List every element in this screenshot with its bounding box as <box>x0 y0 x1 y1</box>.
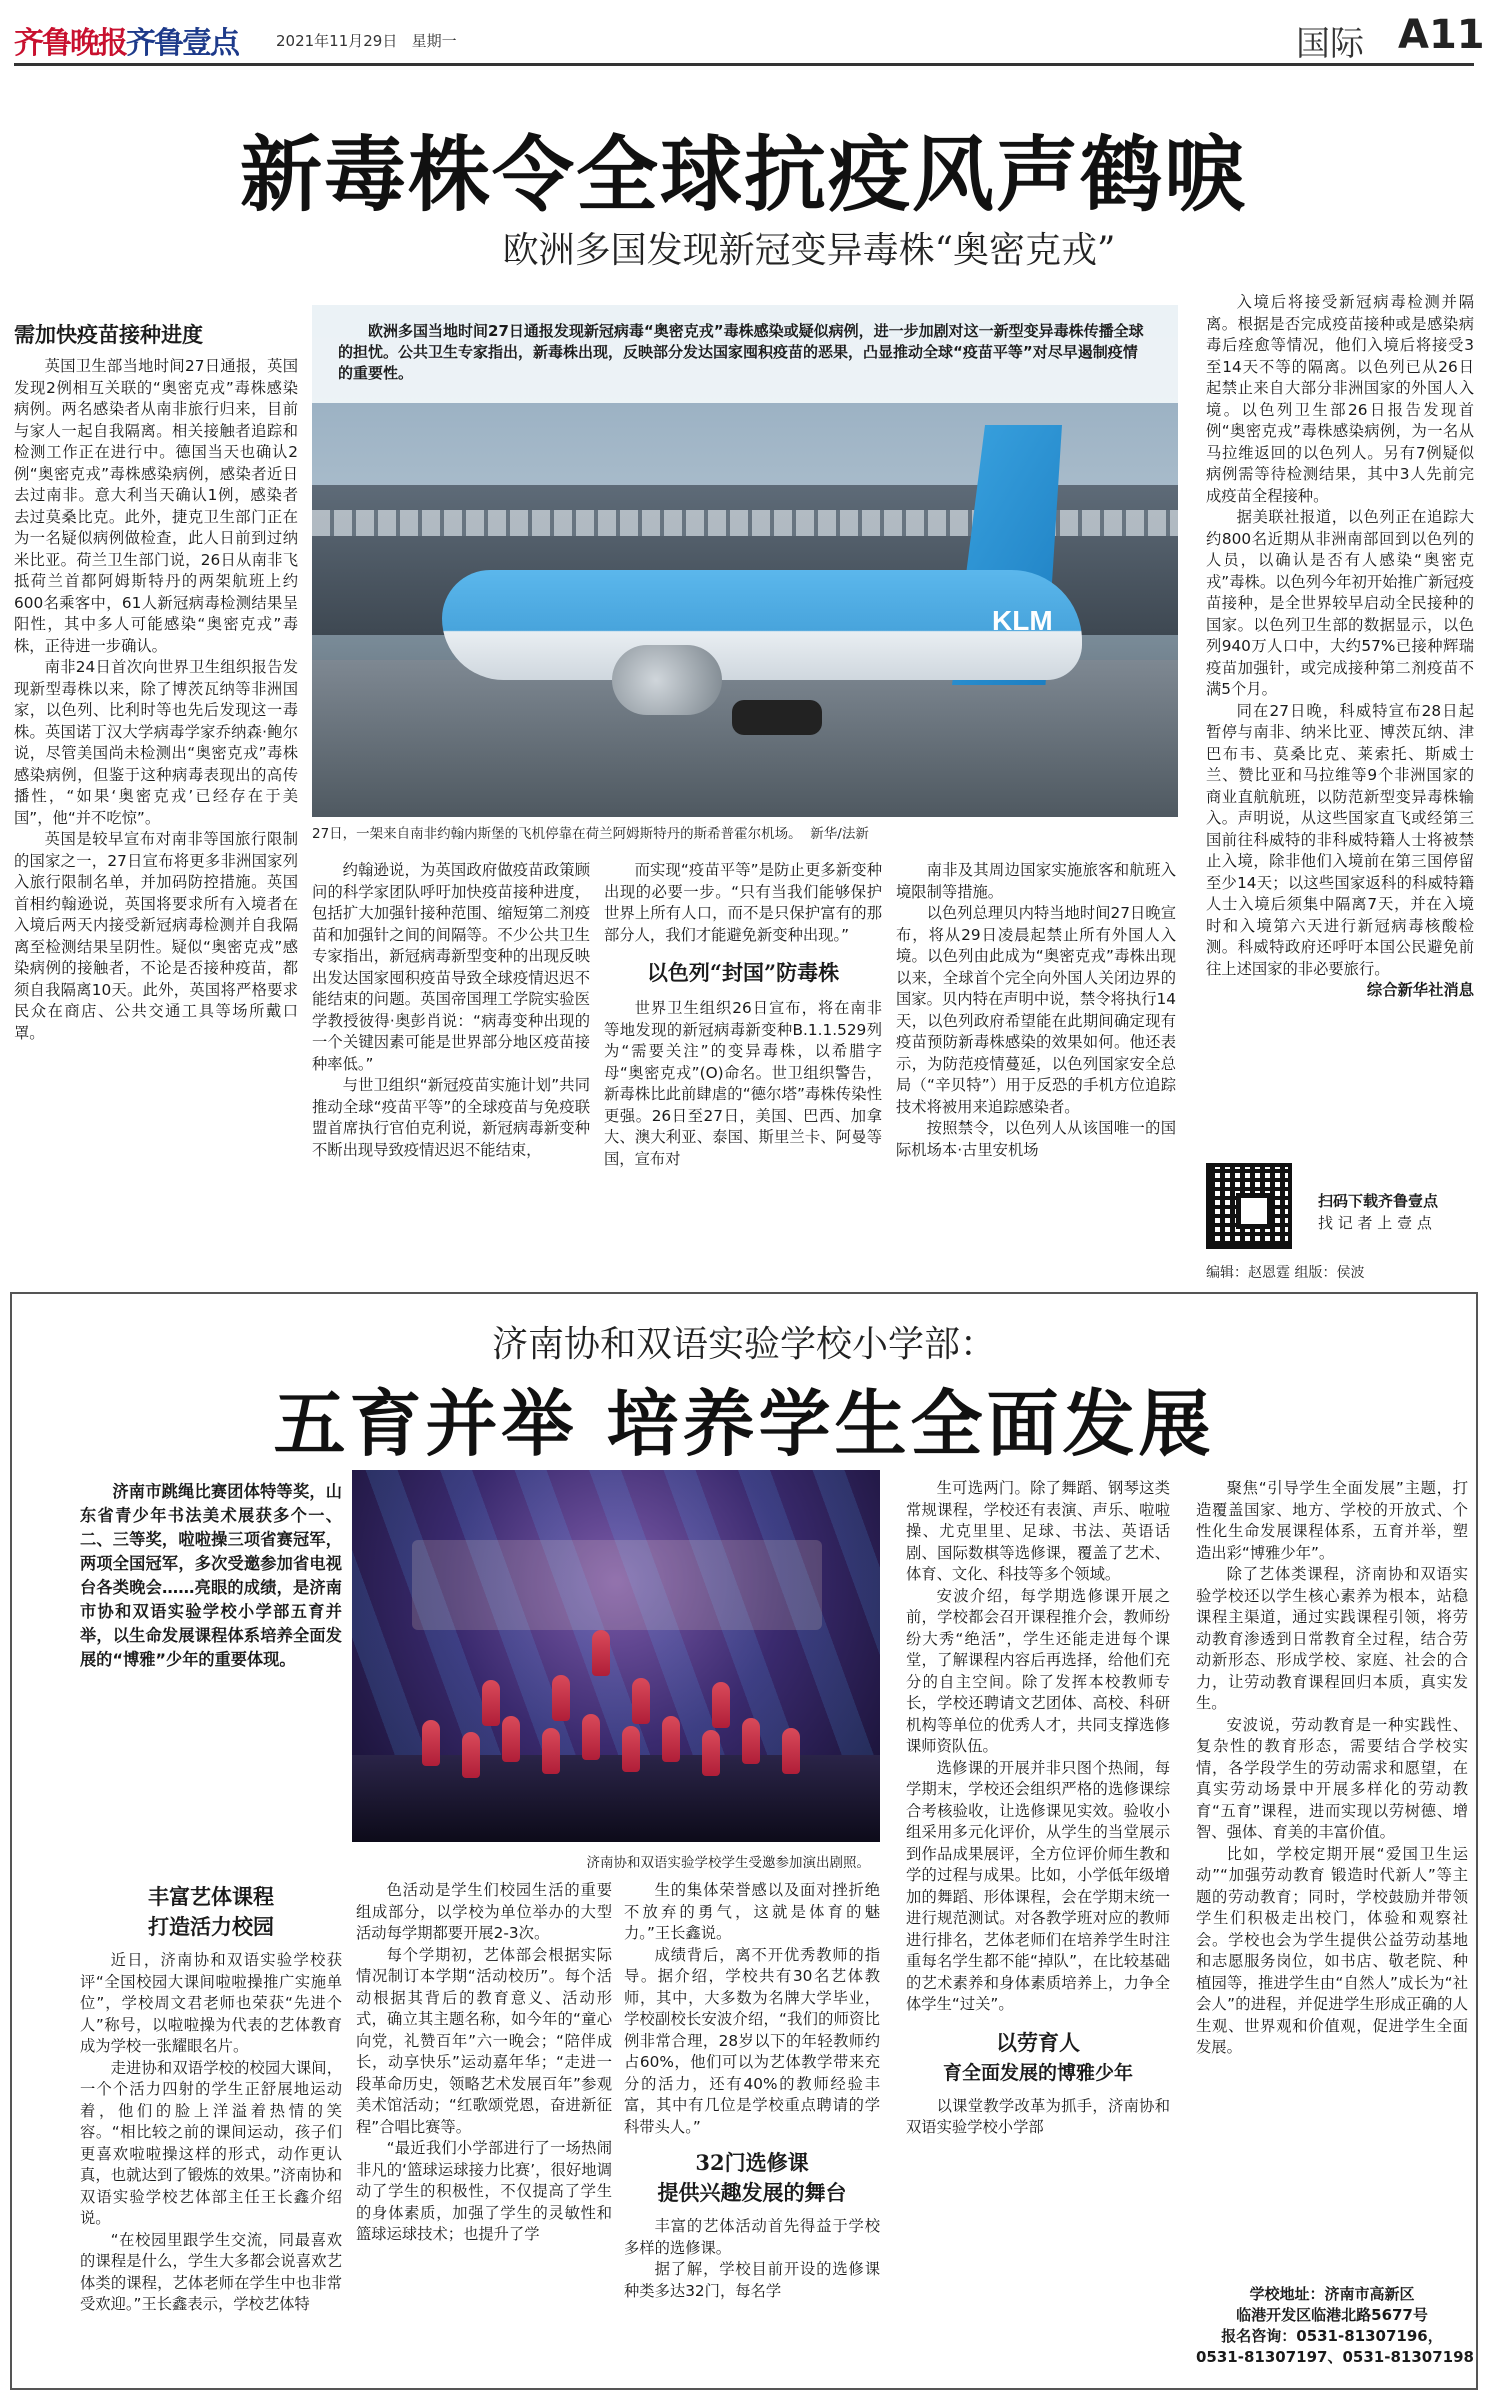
top-article-column-3 <box>604 860 882 1280</box>
feature-kicker: 济南协和双语实验学校小学部： <box>491 1324 996 1365</box>
top-article-column-1 <box>14 318 298 1278</box>
top-article-column-4 <box>896 860 1176 1280</box>
article-paragraph: “在校园里跟学生交流，同最喜欢的课程是什么，学生大多都会说喜欢艺体类的课程，艺体老师在学生中也非常受欢迎。”王长鑫表示，学校艺体特 <box>80 2230 342 2313</box>
dancer-figure <box>702 1730 720 1776</box>
article-paragraph: 世界卫生组织26日宣布，将在南非等地发现的新冠病毒新变种B.1.1.529列为“需要关注”的变异毒株，以希腊字母“奥密克戎”(O)命名。世卫组织警告，新毒株比此前肆虐的“德尔塔”毒株传染性更强。26日至27日，美国、巴西、加拿大、澳大利亚、泰国、斯里兰卡、阿曼等国，宣布对 <box>604 999 882 1168</box>
feature-subhead: 育全面发展的博雅少年 <box>942 2061 1133 2084</box>
page-number: A11 <box>1398 12 1485 58</box>
masthead <box>14 8 1485 66</box>
feature-photo-caption: 济南协和双语实验学校学生受邀参加演出剧照。 <box>352 1846 880 1874</box>
qr-instruction: 扫码下载齐鲁壹点 <box>1318 1192 1439 1210</box>
article-paragraph: 据美联社报道，以色列正在追踪大约800名近期从非洲南部回到以色列的人员，以确认是否有人感染“奥密克戎”毒株。以色列今年初开始推广新冠疫苗接种，是全世界较早启动全民接种的国家。以色列卫生部的数据显示，以色列940万人口中，大约57%已接种辉瑞疫苗加强针，或完成接种第二剂疫苗不满5个月。 <box>1206 508 1474 698</box>
article-paragraph: 比如，学校定期开展“爱国卫生运动”“加强劳动教育 锻造时代新人”等主题的劳动教育；同时，学校鼓励并带领学生们积极走出校门，体验和观察社会。学校也会为学生提供公益劳动基地和志愿服务岗位，如书店、敬老院、种植园等，推进学生由“自然人”成长为“社会人”的进程，并促进学生形成正确的人生观、世界观和价值观，促进学生全面发展。 <box>1196 1844 1468 2056</box>
article-paragraph: 近日，济南协和双语实验学校获评“全国校园大课间啦啦操推广实施单位”，学校周文君老师也荣获“先进个人”称号，以啦啦操为代表的艺体教育成为学校一张耀眼名片。 <box>80 1951 342 2055</box>
article-paragraph: 英国是较早宣布对南非等国旅行限制的国家之一，27日宣布将更多非洲国家列入旅行限制名单，并加码防控措施。英国首相约翰逊说，英国将要求所有入境者在入境后两天内接受新冠病毒检测并自我隔离至检测结果呈阴性。疑似“奥密克戎”感染病例的接触者，不论是否接种疫苗，都须自我隔离10天。此外，英国将严格要求民众在商店、公共交通工具等场所戴口罩。 <box>14 830 298 1042</box>
article-byline: 综合新华社消息 <box>1366 981 1474 999</box>
photo-credit: 新华/法新 <box>810 826 869 842</box>
stage-backdrop <box>412 1540 822 1630</box>
issue-date: 2021年11月29日 <box>276 32 398 50</box>
article-paragraph: 与世卫组织“新冠疫苗实施计划”共同推动全球“疫苗平等”的全球疫苗与免疫联盟首席执行官伯克利说，新冠病毒新变种不断出现导致疫情迟迟不能结束， <box>312 1076 590 1159</box>
article-paragraph: 以课堂教学改革为抓手，济南协和双语实验学校小学部 <box>906 2096 1170 2136</box>
plane-livery: KLM <box>992 605 1053 636</box>
feature-column-1 <box>80 1880 342 2380</box>
stage-floor <box>352 1755 880 1842</box>
feature-column-2 <box>356 1880 612 2380</box>
brand-app-name: 齐鲁壹点 <box>126 26 238 61</box>
top-article-column-2 <box>312 860 590 1280</box>
top-article-column-5 <box>1206 292 1474 1150</box>
article-paragraph: 聚焦“引导学生全面发展”主题，打造覆盖国家、地方、学校的开放式、个性化生命发展课程体系，五育并举，塑造出彩“博雅少年”。 <box>1196 1479 1468 1562</box>
feature-column-5 <box>1196 1478 1468 2278</box>
feature-lead: 济南市跳绳比赛团体特等奖，山东省青少年书法美术展获多个一、二、三等奖，啦啦操三项省赛冠军，两项全国冠军，多次受邀参加省电视台各类晚会……亮眼的成绩，是济南市协和双语实验学校小学部五育并举，以生命发展课程体系培养全面发展的“博雅”少年的重要体现。 <box>80 1482 342 1669</box>
main-subheadline: 欧洲多国发现新冠变异毒株“奥密克戎” <box>502 230 1116 271</box>
article-paragraph: 约翰逊说，为英国政府做疫苗政策顾问的科学家团队呼吁加快疫苗接种进度，包括扩大加强针接种范围、缩短第二剂疫苗和加强针之间的间隔等。不少公共卫生专家指出，新冠病毒新型变种的出现反映出发达国家囤积疫苗导致全球疫情迟迟不能结束的问题。英国帝国理工学院实验医学教授彼得·奥彭肖说：“病毒变种出现的一个关键因素可能是世界部分地区疫苗接种率低。” <box>312 861 590 1073</box>
article-subhead: 需加快疫苗接种进度 <box>14 322 203 347</box>
article-paragraph: 据了解，学校目前开设的选修课种类多达32门，每名学 <box>624 2260 880 2300</box>
dancer-figure <box>782 1728 800 1774</box>
main-headline: 新毒株令全球抗疫风声鹤唳 <box>239 127 1248 223</box>
feature-subhead: 提供兴趣发展的舞台 <box>657 2180 847 2205</box>
article-paragraph: 选修课的开展并非只图个热闹，每学期末，学校还会组织严格的选修课综合考核验收，让选修课见实效。验收小组采用多元化评价，从学生的当堂展示到作品成果展评，全方位评价师生教和学的过程与成果。比如，小学低年级增加的舞蹈、形体课程，会在学期末统一进行规范测试。对各教学班对应的教师进行排名，艺体老师们在培养学生时注重每名学生都不能“掉队”，在比较基础的艺术素养和身体素质培养上，力争全体学生“过关”。 <box>906 1758 1170 2013</box>
school-address: 学校地址：济南市高新区 <box>1249 2285 1415 2303</box>
feature-column-3 <box>624 1880 880 2380</box>
article-paragraph: 色活动是学生们校园生活的重要组成部分，以学校为单位举办的大型活动每学期都要开展2-3次。 <box>356 1881 612 1942</box>
article-paragraph: 成绩背后，离不开优秀教师的指导。据介绍，学校共有30名艺体教师，其中，大多数为名牌大学毕业，学校副校长安波介绍，“我们的师资比例非常合理，28岁以下的年轻教师约占60%，他们可以为艺体教学带来充分的活力，还有40%的教师经验丰富，其中有几位是学校重点聘请的学科带头人。” <box>624 1945 880 2136</box>
dancer-figure <box>662 1716 680 1762</box>
article-paragraph: 安波介绍，每学期选修课开展之前，学校都会召开课程推介会，教师纷纷大秀“绝活”，学生还能走进每个课堂，了解课程内容后再选择，给他们充分的自主空间。除了发挥本校教师专长，学校还聘请文艺团体、高校、科研机构等单位的优秀人才，共同支撑选修课师资队伍。 <box>906 1586 1170 1755</box>
article-paragraph: 每个学期初，艺体部会根据实际情况制订本学期“活动校历”。每个活动根据其背后的教育意义、活动形式，确立其主题名称，如今年的“童心向党，礼赞百年”六一晚会；“陪伴成长，动享快乐”运动嘉年华；“走进一段革命历史，领略艺术发展百年”参观美术馆活动；“红歌颂党恩，奋进新征程”合唱比赛等。 <box>356 1945 612 2136</box>
feature-headline: 五育并举 培养学生全面发展 <box>273 1381 1215 1466</box>
issue-weekday: 星期一 <box>411 32 457 50</box>
dancer-figure <box>592 1630 610 1676</box>
article-paragraph: 走进协和双语学校的校园大课间，一个个活力四射的学生正舒展地运动着，他们的脸上洋溢着热情的笑容。“相比较之前的课间运动，孩子们更喜欢啦啦操这样的形式，动作更认真，也就达到了锻炼的效果。”济南协和双语实验学校艺体部主任王长鑫介绍说。 <box>80 2058 342 2227</box>
feature-column-4 <box>906 1478 1170 2378</box>
qr-code-icon[interactable] <box>1206 1163 1292 1249</box>
article-paragraph: “最近我们小学部进行了一场热闹非凡的‘篮球运球接力比赛’，很好地调动了学生的积极性，不仅提高了学生的身体素质，加强了学生的灵敏性和篮球运球技术；也提升了学 <box>356 2139 612 2243</box>
article-paragraph: 生可选两门。除了舞蹈、钢琴这类常规课程，学校还有表演、声乐、啦啦操、尤克里里、足球、书法、英语话剧、国际数棋等选修课，覆盖了艺术、体育、文化、科技等多个领域。 <box>906 1479 1170 1583</box>
dancer-figure <box>712 1682 730 1728</box>
feature-subhead: 以劳育人 <box>996 2029 1080 2055</box>
school-performance-photo <box>352 1470 880 1842</box>
article-paragraph: 同在27日晚，科威特宣布28日起暂停与南非、纳米比亚、博茨瓦纳、津巴布韦、莫桑比克、莱索托、斯威士兰、赞比亚和马拉维等9个非洲国家的商业直航航班，以防范新型变异毒株输入。声明说，从这些国家直飞或经第三国前往科威特的非科威特籍人士将被禁止入境，除非他们入境前在第三国停留至少14天；以这些国家返科的科威特籍人士入境后须集中隔离7天，并在入境时和入境第六天进行新冠病毒核酸检测。科威特政府还呼吁本国公民避免前往上述国家的非必要旅行。 <box>1206 701 1474 978</box>
article-paragraph: 丰富的艺体活动首先得益于学校多样的选修课。 <box>624 2217 880 2257</box>
feature-subhead: 丰富艺体课程 <box>148 1884 274 1909</box>
landing-gear <box>732 700 822 735</box>
school-phone: 0531-81307197、0531-81307198 <box>1196 2348 1474 2366</box>
article-paragraph: 安波说，劳动教育是一种实践性、复杂性的教育形态，需要结合学校实情，各学段学生的劳动需求和愿望，在真实劳动场景中开展多样化的劳动教育“五育”课程，进而实现以劳树德、增智、强体、育美的丰富价值。 <box>1196 1715 1468 1841</box>
article-paragraph: 生的集体荣誉感以及面对挫折绝不放弃的勇气，这就是体育的魅力。”王长鑫说。 <box>624 1881 880 1942</box>
feature-subhead: 打造活力校园 <box>148 1914 274 1939</box>
school-contact <box>1196 2284 1474 2368</box>
plane-engine <box>612 645 722 715</box>
article-paragraph: 入境后将接受新冠病毒检测并隔离。根据是否完成疫苗接种或是感染病毒后痊愈等情况，他们入境后将接受3至14天不等的隔离。以色列已从26日起禁止来自大部分非洲国家的外国人入境。以色列卫生部26日报告发现首例“奥密克戎”毒株感染病例，为一名从马拉维返回的以色列人。另有7例疑似病例需等待检测结果，其中3人先前完成疫苗全程接种。 <box>1206 293 1474 505</box>
article-paragraph: 而实现“疫苗平等”是防止更多新变种出现的必要一步。“只有当我们能够保护世界上所有人口，而不是只保护富有的那部分人，我们才能避免新变种出现。” <box>604 861 882 944</box>
editor-credit: 编辑：赵恩霆 组版：侯波 <box>1206 1265 1365 1281</box>
article-paragraph: 除了艺体类课程，济南协和双语实验学校还以学生核心素养为根本，站稳课程主渠道，通过实践课程引领，将劳动教育渗透到日常教育全过程，结合劳动新形态、形成学校、家庭、社会的合力，让劳动教育课程回归本质，真实发生。 <box>1196 1565 1468 1712</box>
school-address: 临港开发区临港北路5677号 <box>1236 2306 1428 2324</box>
article-paragraph: 英国卫生部当地时间27日通报，英国发现2例相互关联的“奥密克戎”毒株感染病例。两名感染者从南非旅行归来，目前与家人一起自我隔离。相关接触者追踪和检测工作正在进行中。德国当天也确认2例“奥密克戎”毒株感染病例，感染者近日去过南非。意大利当天确认1例，感染者去过莫桑比克。此外，捷克卫生部门正在为一名疑似病例做检查，此人日前到过纳米比亚。荷兰卫生部门说，26日从南非飞抵荷兰首都阿姆斯特丹的两架航班上约600名乘客中，61人新冠病毒检测结果呈阳性，其中多人可能感染“奥密克戎”毒株，正待进一步确认。 <box>14 357 298 655</box>
dancer-figure <box>622 1726 640 1772</box>
newspaper-logo <box>14 18 238 62</box>
school-phone: 报名咨询：0531-81307196， <box>1221 2327 1443 2345</box>
dancer-figure <box>482 1680 500 1726</box>
dancer-figure <box>542 1728 560 1774</box>
article-paragraph: 按照禁令，以色列人从该国唯一的国际机场本·古里安机场 <box>896 1119 1176 1159</box>
feature-subhead: 32门选修课 <box>695 2150 809 2175</box>
article-paragraph: 南非24日首次向世界卫生组织报告发现新型毒株以来，除了博茨瓦纳等非洲国家，以色列、比利时等也先后发现这一毒株。英国诺丁汉大学病毒学家乔纳森·鲍尔说，尽管美国尚未检测出“奥密克戎”毒株感染病例，但鉴于这种病毒表现出的高传播性，“如果‘奥密克戎’已经存在于美国”，他“并不吃惊”。 <box>14 658 298 827</box>
article-paragraph: 以色列总理贝内特当地时间27日晚宣布，将从29日凌晨起禁止所有外国人入境。以色列由此成为“奥密克戎”毒株出现以来，全球首个完全向外国人关闭边界的国家。贝内特在声明中说，禁令将执行14天，以色列政府希望能在此期间确定现有疫苗预防新毒株感染的效果如何。他还表示，为防范疫情蔓延，以色列国家安全总局（“辛贝特”）用于反恐的手机方位追踪技术将被用来追踪感染者。 <box>896 904 1176 1116</box>
article-subhead: 以色列“封国”防毒株 <box>646 960 840 985</box>
article-paragraph: 南非及其周边国家实施旅客和航班入境限制等措施。 <box>896 861 1176 901</box>
dancer-figure <box>552 1675 570 1721</box>
photo-caption: 27日，一架来自南非约翰内斯堡的飞机停靠在荷兰阿姆斯特丹的斯希普霍尔机场。 新华/法新 <box>312 826 869 842</box>
dancer-figure <box>422 1720 440 1766</box>
dateline <box>276 30 457 51</box>
section-label: 国际 <box>1296 24 1364 64</box>
plane-fuselage <box>442 570 1082 680</box>
dancer-figure <box>462 1732 480 1778</box>
dancer-figure <box>502 1716 520 1762</box>
qr-slogan: 找 记 者 上 壹 点 <box>1318 1214 1432 1232</box>
dancer-figure <box>582 1714 600 1760</box>
dancer-figure <box>742 1718 760 1764</box>
brand-name: 齐鲁晚报 <box>14 26 126 61</box>
dancer-figure <box>632 1678 650 1724</box>
photo-summary-box: 欧洲多国当地时间27日通报发现新冠病毒“奥密克戎”毒株感染或疑似病例，进一步加剧对这一新型变异毒株传播全球的担忧。公共卫生专家指出，新毒株出现，反映部分发达国家囤积疫苗的恶果，凸显推动全球“疫苗平等”对尽早遏制疫情的重要性。 <box>312 305 1178 403</box>
